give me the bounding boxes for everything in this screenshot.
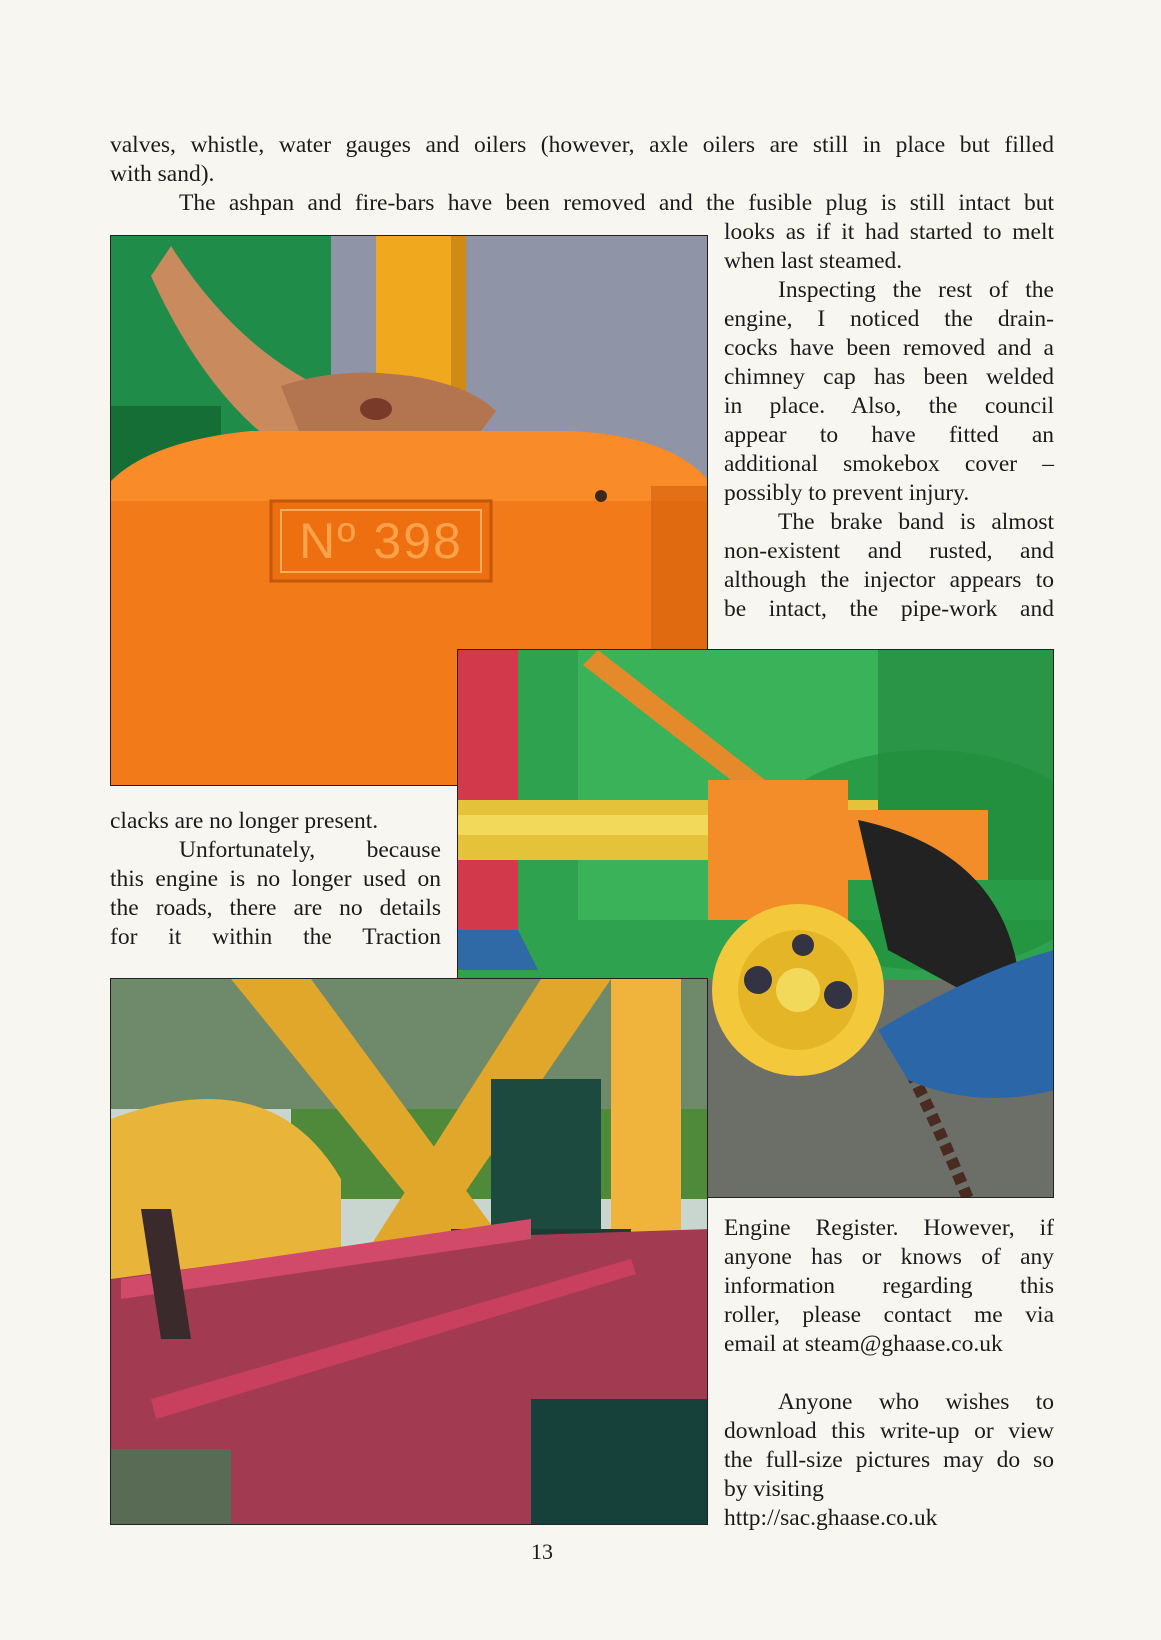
body-line: when last steamed. — [724, 248, 903, 274]
body-line: roller, please contact me via — [724, 1302, 1054, 1328]
body-line: The brake band is almost — [778, 509, 1054, 535]
body-line: the full-size pictures may do so — [724, 1447, 1054, 1473]
body-line: download this write-up or view — [724, 1418, 1054, 1444]
body-line: The ashpan and fire-bars have been removed and the fusible plug is still intact but — [179, 190, 1054, 216]
body-line: information regarding this — [724, 1273, 1054, 1299]
body-line: http://sac.ghaase.co.uk — [724, 1505, 938, 1531]
body-line: Inspecting the rest of the — [778, 277, 1054, 303]
photo-motion-work-illustration — [111, 979, 708, 1525]
body-line: with sand). — [110, 161, 215, 187]
body-line: non-existent and rusted, and — [724, 538, 1054, 564]
body-line: engine, I noticed the drain- — [724, 306, 1054, 332]
body-line: clacks are no longer present. — [110, 808, 379, 834]
body-line: anyone has or knows of any — [724, 1244, 1054, 1270]
body-line: Anyone who wishes to — [778, 1389, 1054, 1415]
body-line: possibly to prevent injury. — [724, 480, 970, 506]
photo-motion-work — [110, 978, 708, 1525]
body-line: valves, whistle, water gauges and oilers (however, axle oilers are still in place but filled — [110, 132, 1054, 158]
body-line: be intact, the pipe-work and — [724, 596, 1054, 622]
page-number: 13 — [531, 1539, 553, 1564]
body-line: for it within the Traction — [110, 924, 441, 950]
body-line: additional smokebox cover – — [724, 451, 1054, 477]
body-line: this engine is no longer used on — [110, 866, 441, 892]
body-line: chimney cap has been welded — [724, 364, 1054, 390]
body-line: in place. Also, the council — [724, 393, 1054, 419]
body-line: by visiting — [724, 1476, 824, 1502]
body-line: cocks have been removed and a — [724, 335, 1054, 361]
number-plate-text: Nº 398 — [299, 513, 463, 569]
body-line: the roads, there are no details — [110, 895, 441, 921]
body-line: appear to have fitted an — [724, 422, 1054, 448]
body-line: email at steam@ghaase.co.uk — [724, 1331, 1003, 1357]
body-line: Engine Register. However, if — [724, 1215, 1054, 1241]
body-line: looks as if it had started to melt — [724, 219, 1054, 245]
body-line: although the injector appears to — [724, 567, 1054, 593]
body-line: Unfortunately, because — [179, 837, 441, 863]
